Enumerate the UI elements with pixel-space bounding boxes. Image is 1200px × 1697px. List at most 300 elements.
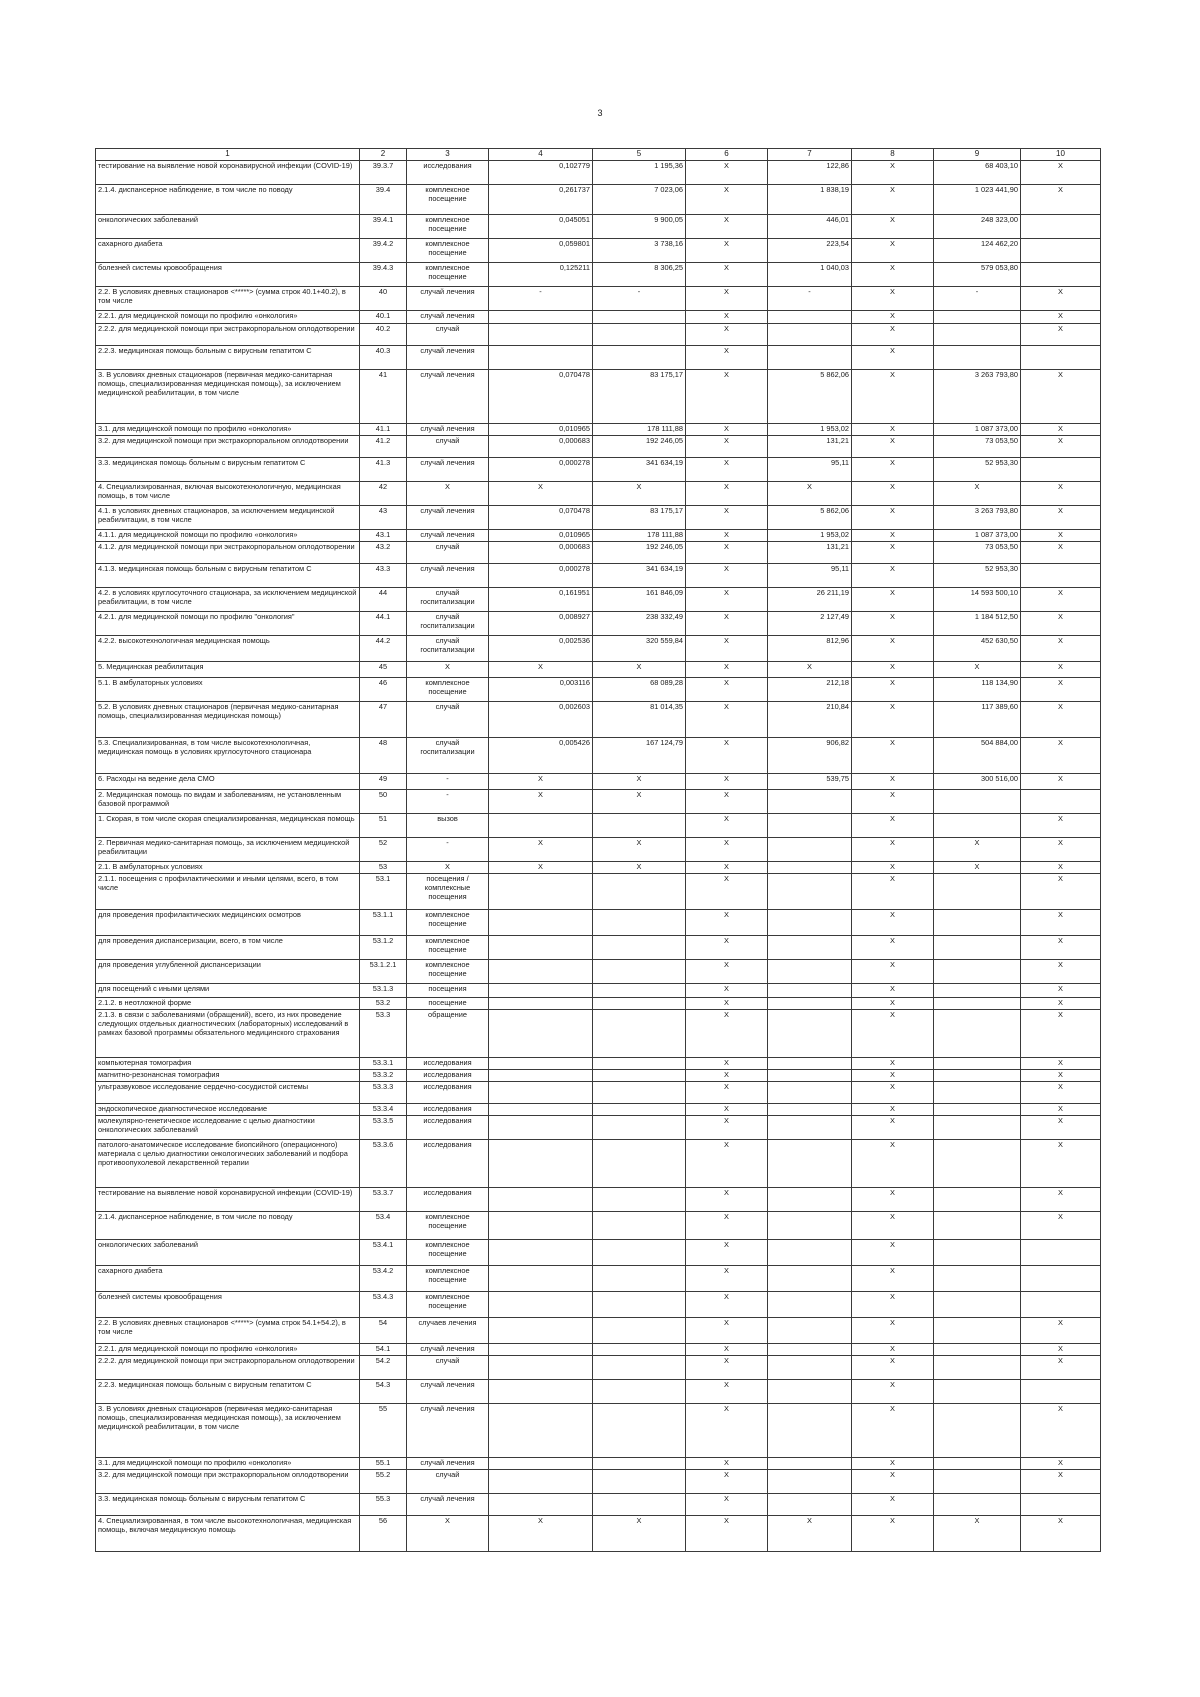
col6-cell: X <box>686 1240 768 1266</box>
col10-cell <box>1021 263 1101 287</box>
rate-cell <box>489 1058 593 1070</box>
rate-cell: 0,005426 <box>489 738 593 774</box>
rate-cell: 0,010965 <box>489 424 593 436</box>
row-unit: комплексное посещение <box>407 678 489 702</box>
row-unit: случай <box>407 1356 489 1380</box>
row-unit: случай лечения <box>407 1380 489 1404</box>
row-name: для проведения углубленной диспансеризации <box>96 960 360 984</box>
col9-cell: 300 516,00 <box>934 774 1021 790</box>
col9-cell <box>934 910 1021 936</box>
row-name: для проведения профилактических медицинских осмотров <box>96 910 360 936</box>
col9-cell <box>934 984 1021 998</box>
col8-cell: X <box>852 506 934 530</box>
table-row <box>96 263 1101 287</box>
col8-cell: X <box>852 185 934 215</box>
col10-cell: X <box>1021 1318 1101 1344</box>
col7-cell: 131,21 <box>768 436 852 458</box>
col6-cell: X <box>686 1516 768 1552</box>
col9-cell <box>934 1188 1021 1212</box>
col10-cell: X <box>1021 1356 1101 1380</box>
rate-cell: 0,102779 <box>489 161 593 185</box>
table-row <box>96 910 1101 936</box>
col7-cell: 95,11 <box>768 564 852 588</box>
rate-cell: 0,010965 <box>489 530 593 542</box>
col10-cell <box>1021 1494 1101 1516</box>
row-name: 2.2.3. медицинская помощь больным с вирусным гепатитом С <box>96 346 360 370</box>
rate-cell: X <box>489 790 593 814</box>
row-code: 53.3 <box>360 1010 407 1058</box>
rate-cell: 0,000683 <box>489 542 593 564</box>
col10-cell: X <box>1021 530 1101 542</box>
column-header: 6 <box>686 149 768 161</box>
rate-cell <box>489 984 593 998</box>
rate-cell <box>489 1292 593 1318</box>
col8-cell: X <box>852 862 934 874</box>
col7-cell <box>768 984 852 998</box>
col8-cell: X <box>852 424 934 436</box>
row-name: болезней системы кровообращения <box>96 263 360 287</box>
row-name: тестирование на выявление новой коронавирусной инфекции (COVID-19) <box>96 1188 360 1212</box>
col8-cell: X <box>852 636 934 662</box>
row-unit: случай <box>407 542 489 564</box>
col8-cell: X <box>852 1070 934 1082</box>
rate-cell: 0,003116 <box>489 678 593 702</box>
table-row <box>96 1140 1101 1188</box>
col8-cell: X <box>852 1116 934 1140</box>
col9-cell <box>934 960 1021 984</box>
table-row <box>96 612 1101 636</box>
col8-cell: X <box>852 1318 934 1344</box>
row-unit: случай лечения <box>407 311 489 324</box>
row-unit: X <box>407 1516 489 1552</box>
col8-cell: X <box>852 1188 934 1212</box>
table-row <box>96 506 1101 530</box>
col9-cell <box>934 1318 1021 1344</box>
col6-cell: X <box>686 984 768 998</box>
cost-cell <box>593 1494 686 1516</box>
row-code: 51 <box>360 814 407 838</box>
table-row <box>96 424 1101 436</box>
row-name: 5. Медицинская реабилитация <box>96 662 360 678</box>
col7-cell <box>768 1010 852 1058</box>
rate-cell: 0,125211 <box>489 263 593 287</box>
col6-cell: X <box>686 185 768 215</box>
col6-cell: X <box>686 738 768 774</box>
row-code: 44 <box>360 588 407 612</box>
row-code: 55.2 <box>360 1470 407 1494</box>
col8-cell: X <box>852 998 934 1010</box>
table-row <box>96 702 1101 738</box>
cost-cell <box>593 1470 686 1494</box>
col8-cell: X <box>852 1212 934 1240</box>
rate-cell <box>489 1380 593 1404</box>
row-code: 40.3 <box>360 346 407 370</box>
col6-cell: X <box>686 1070 768 1082</box>
table-row <box>96 1404 1101 1458</box>
table-row <box>96 215 1101 239</box>
col9-cell <box>934 1344 1021 1356</box>
row-code: 47 <box>360 702 407 738</box>
row-code: 54.2 <box>360 1356 407 1380</box>
col7-cell: 5 862,06 <box>768 370 852 424</box>
row-name: для проведения диспансеризации, всего, в том числе <box>96 936 360 960</box>
col10-cell <box>1021 1240 1101 1266</box>
cost-cell: 178 111,88 <box>593 530 686 542</box>
row-code: 53.3.1 <box>360 1058 407 1070</box>
col9-cell <box>934 1494 1021 1516</box>
column-header: 4 <box>489 149 593 161</box>
table-row <box>96 936 1101 960</box>
col10-cell: X <box>1021 287 1101 311</box>
row-name: 1. Скорая, в том числе скорая специализированная, медицинская помощь <box>96 814 360 838</box>
row-unit: исследования <box>407 161 489 185</box>
row-code: 53.3.4 <box>360 1104 407 1116</box>
row-code: 56 <box>360 1516 407 1552</box>
cost-cell: 68 089,28 <box>593 678 686 702</box>
col6-cell: X <box>686 287 768 311</box>
row-unit: комплексное посещение <box>407 185 489 215</box>
col7-cell <box>768 324 852 346</box>
col6-cell: X <box>686 564 768 588</box>
col10-cell: X <box>1021 482 1101 506</box>
rate-cell <box>489 1082 593 1104</box>
col9-cell <box>934 1470 1021 1494</box>
col9-cell: 452 630,50 <box>934 636 1021 662</box>
col10-cell <box>1021 564 1101 588</box>
table-row <box>96 998 1101 1010</box>
row-unit: исследования <box>407 1082 489 1104</box>
rate-cell: 0,000278 <box>489 458 593 482</box>
table-row <box>96 1318 1101 1344</box>
row-code: 53.2 <box>360 998 407 1010</box>
row-name: 3. В условиях дневных стационаров (первичная медико-санитарная помощь, специализированная медицинская помощь), за исключением медицинской реабилитации, в том числе <box>96 370 360 424</box>
column-header: 7 <box>768 149 852 161</box>
col10-cell: X <box>1021 1058 1101 1070</box>
row-unit: случаев лечения <box>407 1318 489 1344</box>
col8-cell: X <box>852 1404 934 1458</box>
row-name: для посещений с иными целями <box>96 984 360 998</box>
col8-cell: X <box>852 790 934 814</box>
col10-cell: X <box>1021 838 1101 862</box>
col6-cell: X <box>686 370 768 424</box>
row-code: 43 <box>360 506 407 530</box>
col10-cell: X <box>1021 874 1101 910</box>
col8-cell: X <box>852 838 934 862</box>
cost-cell <box>593 311 686 324</box>
col7-cell <box>768 1070 852 1082</box>
col7-cell <box>768 998 852 1010</box>
table-row <box>96 636 1101 662</box>
row-name: 2.2. В условиях дневных стационаров <*****> (сумма строк 54.1+54.2), в том числе <box>96 1318 360 1344</box>
col7-cell <box>768 910 852 936</box>
row-name: молекулярно-генетическое исследование с целью диагностики онкологических заболеваний <box>96 1116 360 1140</box>
col10-cell: X <box>1021 1140 1101 1188</box>
row-name: болезней системы кровообращения <box>96 1292 360 1318</box>
cost-cell <box>593 960 686 984</box>
col9-cell <box>934 1104 1021 1116</box>
col6-cell: X <box>686 612 768 636</box>
rate-cell: 0,045051 <box>489 215 593 239</box>
col8-cell: X <box>852 1266 934 1292</box>
rate-cell <box>489 1344 593 1356</box>
row-code: 43.3 <box>360 564 407 588</box>
col8-cell: X <box>852 530 934 542</box>
col9-cell <box>934 1212 1021 1240</box>
cost-cell <box>593 1058 686 1070</box>
table-row <box>96 530 1101 542</box>
row-code: 44.2 <box>360 636 407 662</box>
col10-cell: X <box>1021 1010 1101 1058</box>
rate-cell: X <box>489 862 593 874</box>
row-code: 53.3.6 <box>360 1140 407 1188</box>
row-name: 4.2.2. высокотехнологичная медицинская помощь <box>96 636 360 662</box>
row-code: 55.3 <box>360 1494 407 1516</box>
cost-cell <box>593 1010 686 1058</box>
row-name: 4.1.2. для медицинской помощи при экстракорпоральном оплодотворении <box>96 542 360 564</box>
rate-cell: 0,000278 <box>489 564 593 588</box>
row-name: 2.1.4. диспансерное наблюдение, в том числе по поводу <box>96 185 360 215</box>
row-name: 3.3. медицинская помощь больным с вирусным гепатитом С <box>96 1494 360 1516</box>
table-row <box>96 161 1101 185</box>
cost-cell <box>593 874 686 910</box>
table-row <box>96 482 1101 506</box>
cost-cell <box>593 1380 686 1404</box>
col9-cell <box>934 1240 1021 1266</box>
col9-cell <box>934 1082 1021 1104</box>
table-row <box>96 960 1101 984</box>
cost-cell: 83 175,17 <box>593 370 686 424</box>
row-name: 2. Первичная медико-санитарная помощь, за исключением медицинской реабилитации <box>96 838 360 862</box>
row-code: 53.1.3 <box>360 984 407 998</box>
row-unit: случай лечения <box>407 1494 489 1516</box>
row-name: 5.2. В условиях дневных стационаров (первичная медико-санитарная помощь, специализированная медицинская помощь) <box>96 702 360 738</box>
cost-cell: 192 246,05 <box>593 542 686 564</box>
col10-cell: X <box>1021 984 1101 998</box>
col7-cell <box>768 874 852 910</box>
row-unit: - <box>407 790 489 814</box>
row-name: сахарного диабета <box>96 239 360 263</box>
rate-cell: X <box>489 482 593 506</box>
col10-cell: X <box>1021 910 1101 936</box>
col9-cell: 14 593 500,10 <box>934 588 1021 612</box>
col10-cell: X <box>1021 161 1101 185</box>
row-name: 4.1.3. медицинская помощь больным с вирусным гепатитом С <box>96 564 360 588</box>
cost-cell: 192 246,05 <box>593 436 686 458</box>
row-unit: случай лечения <box>407 287 489 311</box>
row-unit: случай <box>407 1470 489 1494</box>
col6-cell: X <box>686 838 768 862</box>
col6-cell: X <box>686 458 768 482</box>
col9-cell: 504 884,00 <box>934 738 1021 774</box>
row-unit: - <box>407 838 489 862</box>
col6-cell: X <box>686 311 768 324</box>
rate-cell: 0,070478 <box>489 370 593 424</box>
tariff-table <box>95 148 1101 1552</box>
col8-cell: X <box>852 984 934 998</box>
table-row <box>96 370 1101 424</box>
column-header: 10 <box>1021 149 1101 161</box>
table-row <box>96 790 1101 814</box>
row-unit: случай госпитализации <box>407 636 489 662</box>
rate-cell <box>489 960 593 984</box>
row-code: 54.1 <box>360 1344 407 1356</box>
col10-cell: X <box>1021 1116 1101 1140</box>
col7-cell: 131,21 <box>768 542 852 564</box>
col9-cell: 3 263 793,80 <box>934 370 1021 424</box>
table-row <box>96 1240 1101 1266</box>
col7-cell <box>768 1404 852 1458</box>
col6-cell: X <box>686 1470 768 1494</box>
rate-cell <box>489 1404 593 1458</box>
row-unit: случай госпитализации <box>407 588 489 612</box>
rate-cell <box>489 1240 593 1266</box>
table-row <box>96 774 1101 790</box>
row-name: 3.2. для медицинской помощи при экстракорпоральном оплодотворении <box>96 436 360 458</box>
column-header: 5 <box>593 149 686 161</box>
row-code: 53 <box>360 862 407 874</box>
col8-cell: X <box>852 542 934 564</box>
row-code: 44.1 <box>360 612 407 636</box>
col8-cell: X <box>852 612 934 636</box>
col9-cell: 68 403,10 <box>934 161 1021 185</box>
col7-cell <box>768 1140 852 1188</box>
col6-cell: X <box>686 1010 768 1058</box>
row-name: 2.2.2. для медицинской помощи при экстракорпоральном оплодотворении <box>96 1356 360 1380</box>
column-header: 9 <box>934 149 1021 161</box>
row-code: 41 <box>360 370 407 424</box>
table-row <box>96 1494 1101 1516</box>
col6-cell: X <box>686 1292 768 1318</box>
col8-cell: X <box>852 1240 934 1266</box>
col8-cell: X <box>852 588 934 612</box>
col6-cell: X <box>686 263 768 287</box>
col6-cell: X <box>686 814 768 838</box>
col8-cell: X <box>852 458 934 482</box>
row-code: 48 <box>360 738 407 774</box>
col6-cell: X <box>686 1266 768 1292</box>
table-row <box>96 1104 1101 1116</box>
col7-cell <box>768 1318 852 1344</box>
row-name: 2.1.2. в неотложной форме <box>96 998 360 1010</box>
col8-cell: X <box>852 1356 934 1380</box>
col6-cell: X <box>686 790 768 814</box>
col6-cell: X <box>686 1494 768 1516</box>
col9-cell: X <box>934 862 1021 874</box>
col10-cell: X <box>1021 185 1101 215</box>
row-name: 5.3. Специализированная, в том числе высокотехнологичная, медицинская помощь в условиях круглосуточного стационара <box>96 738 360 774</box>
col8-cell: X <box>852 1470 934 1494</box>
col7-cell <box>768 346 852 370</box>
col7-cell <box>768 1188 852 1212</box>
table-row <box>96 1070 1101 1082</box>
col7-cell <box>768 1240 852 1266</box>
row-code: 52 <box>360 838 407 862</box>
row-unit: X <box>407 482 489 506</box>
col10-cell <box>1021 458 1101 482</box>
row-code: 40 <box>360 287 407 311</box>
cost-cell <box>593 1240 686 1266</box>
cost-cell: 341 634,19 <box>593 564 686 588</box>
table-row <box>96 1292 1101 1318</box>
row-code: 45 <box>360 662 407 678</box>
rate-cell: X <box>489 662 593 678</box>
rate-cell: X <box>489 1516 593 1552</box>
row-unit: случай госпитализации <box>407 612 489 636</box>
cost-cell: X <box>593 662 686 678</box>
col9-cell <box>934 324 1021 346</box>
rate-cell <box>489 1318 593 1344</box>
col7-cell <box>768 1344 852 1356</box>
row-unit: комплексное посещение <box>407 263 489 287</box>
col6-cell: X <box>686 1318 768 1344</box>
col7-cell <box>768 1266 852 1292</box>
col7-cell: 1 838,19 <box>768 185 852 215</box>
table-row <box>96 458 1101 482</box>
col10-cell: X <box>1021 702 1101 738</box>
col6-cell: X <box>686 424 768 436</box>
col10-cell: X <box>1021 370 1101 424</box>
table-row <box>96 814 1101 838</box>
col9-cell: X <box>934 482 1021 506</box>
col10-cell: X <box>1021 1516 1101 1552</box>
cost-cell: X <box>593 482 686 506</box>
rate-cell <box>489 1010 593 1058</box>
rate-cell: X <box>489 774 593 790</box>
cost-cell <box>593 1458 686 1470</box>
rate-cell <box>489 936 593 960</box>
col7-cell: 212,18 <box>768 678 852 702</box>
row-unit: случай госпитализации <box>407 738 489 774</box>
col10-cell: X <box>1021 436 1101 458</box>
col9-cell <box>934 1010 1021 1058</box>
col9-cell <box>934 1140 1021 1188</box>
row-unit: - <box>407 774 489 790</box>
table-row <box>96 1458 1101 1470</box>
col6-cell: X <box>686 1356 768 1380</box>
row-unit: комплексное посещение <box>407 215 489 239</box>
cost-cell <box>593 910 686 936</box>
row-unit: случай лечения <box>407 506 489 530</box>
row-unit: посещения / комплексные посещения <box>407 874 489 910</box>
col6-cell: X <box>686 1344 768 1356</box>
col8-cell: X <box>852 662 934 678</box>
col7-cell <box>768 960 852 984</box>
cost-cell: 167 124,79 <box>593 738 686 774</box>
row-name: 2. Медицинская помощь по видам и заболеваниям, не установленным базовой программой <box>96 790 360 814</box>
col7-cell <box>768 936 852 960</box>
table-row <box>96 1470 1101 1494</box>
row-name: 3. В условиях дневных стационаров (первичная медико-санитарная помощь, специализированная медицинская помощь), за исключением медицинской реабилитации, в том числе <box>96 1404 360 1458</box>
rate-cell <box>489 324 593 346</box>
col9-cell: 124 462,20 <box>934 239 1021 263</box>
table-row <box>96 1380 1101 1404</box>
row-code: 46 <box>360 678 407 702</box>
col6-cell: X <box>686 1458 768 1470</box>
rate-cell <box>489 346 593 370</box>
col6-cell: X <box>686 774 768 790</box>
row-name: магнитно-резонансная томография <box>96 1070 360 1082</box>
col10-cell: X <box>1021 311 1101 324</box>
row-code: 53.3.5 <box>360 1116 407 1140</box>
col9-cell: 117 389,60 <box>934 702 1021 738</box>
rate-cell: - <box>489 287 593 311</box>
col7-cell: 1 953,02 <box>768 424 852 436</box>
row-code: 55 <box>360 1404 407 1458</box>
col9-cell <box>934 936 1021 960</box>
row-unit: случай лечения <box>407 1344 489 1356</box>
column-number-row <box>96 149 1101 161</box>
table-row <box>96 436 1101 458</box>
